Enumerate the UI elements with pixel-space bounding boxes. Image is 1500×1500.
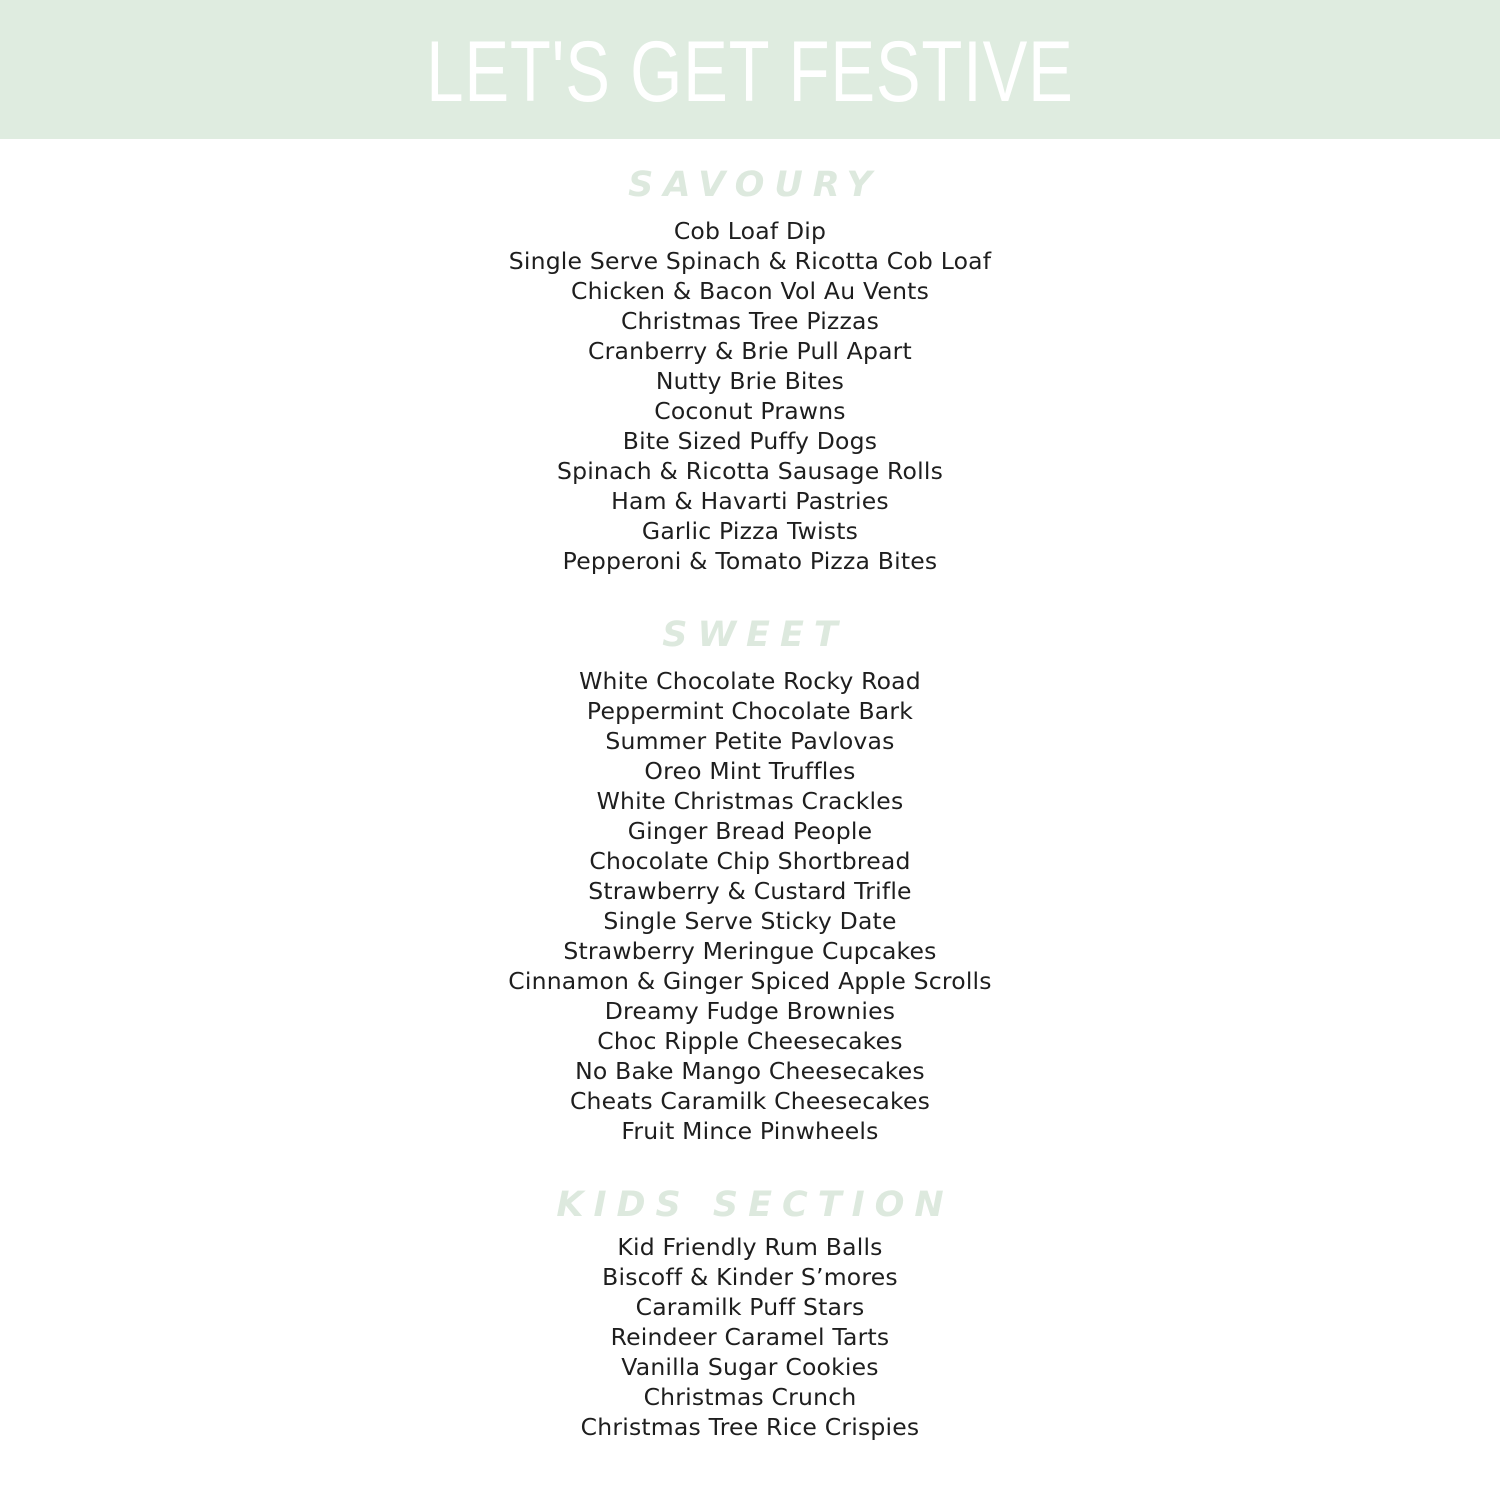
list-item: Dreamy Fudge Brownies (604, 997, 896, 1025)
list-item: White Chocolate Rocky Road (579, 667, 921, 695)
list-item: Fruit Mince Pinwheels (621, 1117, 879, 1145)
list-item: Spinach & Ricotta Sausage Rolls (556, 457, 944, 485)
list-item: Christmas Tree Rice Crispies (580, 1413, 920, 1441)
list-item: Single Serve Sticky Date (603, 907, 897, 935)
list-item: Pepperoni & Tomato Pizza Bites (562, 547, 938, 575)
list-item: Bite Sized Puffy Dogs (622, 427, 878, 455)
list-item: Garlic Pizza Twists (641, 517, 859, 545)
list-item: Ham & Havarti Pastries (611, 487, 889, 515)
list-item: Cheats Caramilk Cheesecakes (569, 1087, 931, 1115)
list-item: Caramilk Puff Stars (635, 1293, 865, 1321)
list-item: Cranberry & Brie Pull Apart (588, 337, 912, 365)
list-item: White Christmas Crackles (596, 787, 904, 815)
list-item: Chicken & Bacon Vol Au Vents (570, 277, 930, 305)
savoury-list (0, 216, 1500, 576)
sweet-list (0, 666, 1500, 1146)
kids-heading: KIDS SECTION (556, 1185, 954, 1225)
list-item: Christmas Crunch (643, 1383, 857, 1411)
list-item: Kid Friendly Rum Balls (617, 1233, 883, 1261)
list-item: Cinnamon & Ginger Spiced Apple Scrolls (508, 967, 992, 995)
list-item: Strawberry Meringue Cupcakes (563, 937, 937, 965)
list-item: Reindeer Caramel Tarts (610, 1323, 890, 1351)
list-item: Summer Petite Pavlovas (605, 727, 895, 755)
list-item: Chocolate Chip Shortbread (589, 847, 911, 875)
savoury-section (0, 162, 1500, 576)
list-item: Ginger Bread People (627, 817, 873, 845)
list-item: No Bake Mango Cheesecakes (575, 1057, 925, 1085)
kids-list (0, 1232, 1500, 1442)
sweet-heading: SWEET (662, 615, 848, 655)
list-item: Vanilla Sugar Cookies (621, 1353, 879, 1381)
list-item: Cob Loaf Dip (673, 217, 827, 245)
list-item: Biscoff & Kinder S’mores (602, 1263, 898, 1291)
list-item: Nutty Brie Bites (655, 367, 845, 395)
list-item: Coconut Prawns (654, 397, 846, 425)
list-item: Single Serve Spinach & Ricotta Cob Loaf (508, 247, 992, 275)
list-item: Christmas Tree Pizzas (620, 307, 880, 335)
list-item: Oreo Mint Truffles (644, 757, 856, 785)
page-title: LET'S GET FESTIVE (426, 24, 1074, 120)
list-item: Choc Ripple Cheesecakes (597, 1027, 903, 1055)
title-banner (0, 0, 1500, 139)
list-item: Strawberry & Custard Trifle (588, 877, 912, 905)
sweet-section (0, 612, 1500, 1146)
savoury-heading: SAVOURY (628, 165, 882, 205)
list-item: Peppermint Chocolate Bark (586, 697, 914, 725)
kids-section (0, 1182, 1500, 1442)
